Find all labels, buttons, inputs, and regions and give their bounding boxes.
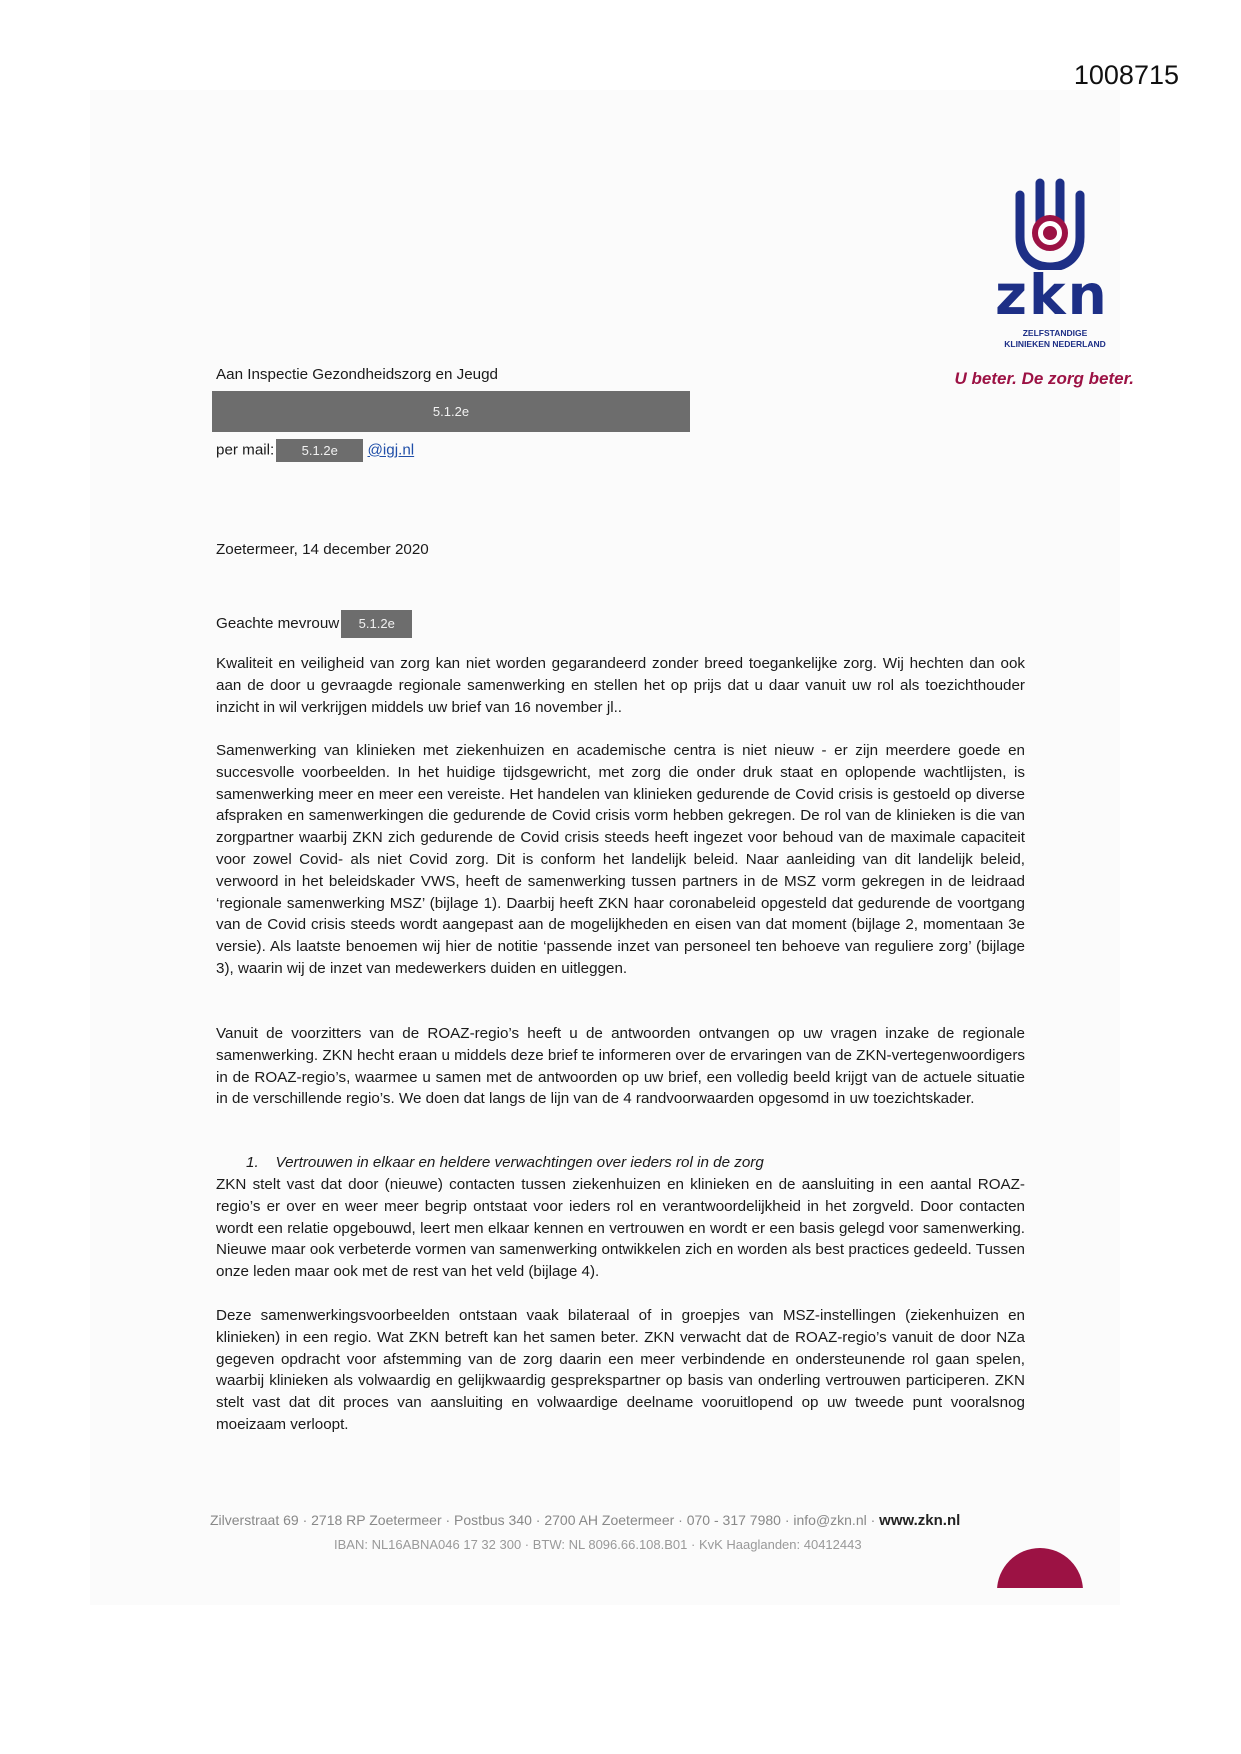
mail-link[interactable]: @igj.nl bbox=[367, 441, 415, 459]
tagline: U beter. De zorg beter. bbox=[954, 369, 1134, 388]
section-1-paragraph-1: ZKN stelt vast dat door (nieuwe) contacten tussen ziekenhuizen en klinieken en de aansluiting in een aantal ROAZ-regio’s er over en weer meer begrip ontstaat voor ieders rol en verantwoordelijkheid in het zorgveld. Door contacten wordt een relatie opgebouwd, leert men elkaar kennen en vertrouwen en wordt er een basis gelegd voor samenwerking. Nieuwe maar ook verbeterde vormen van samenwerking ontwikkelen zich en worden als best practices gedeeld. Tussen onze leden maar ook met de rest van het veld (bijlage 4). bbox=[216, 1176, 1025, 1281]
zkn-hand-icon bbox=[1010, 175, 1090, 270]
paragraph-3: Vanuit de voorzitters van de ROAZ-regio’s heeft u de antwoorden ontvangen op uw vragen inzake de regionale samenwerking. ZKN hecht eraan u middels deze brief te informeren over de ervaringen van de ZKN-vertegenwoordigers in de ROAZ-regio’s, waarmee u samen met de antwoorden op uw brief, een volledig beeld krijgt van de actuele situatie in de verschillende regio’s. We doen dat langs de lijn van de 4 randvoorwaarden opgesomd in uw toezichtskader. bbox=[216, 1025, 1025, 1108]
mail-label: per mail: bbox=[216, 441, 275, 459]
date-line: Zoetermeer, 14 december 2020 bbox=[216, 541, 429, 558]
paragraph-1: Kwaliteit en veiligheid van zorg kan niet worden gegarandeerd zonder breed toegankelijke zorg. Wij hechten dan ook aan de door u gevraagde regionale samenwerking en stellen het op prijs dat u daar vanuit uw rol als toezichthouder inzicht in wil verkrijgen middels uw brief van 16 november jl.. bbox=[216, 655, 1025, 716]
corner-decoration bbox=[997, 1548, 1083, 1588]
logo-subtitle bbox=[985, 328, 1125, 350]
recipient-line: Aan Inspectie Gezondheidszorg en Jeugd bbox=[216, 366, 499, 383]
mail-line bbox=[216, 439, 1025, 462]
zkn-wordmark: zkn bbox=[995, 263, 1109, 327]
logo-subtitle-line2: KLINIEKEN NEDERLAND bbox=[1004, 339, 1106, 350]
redaction-code: 5.1.2e bbox=[432, 404, 470, 419]
footer-address bbox=[210, 1512, 960, 1529]
footer-website-link[interactable]: www.zkn.nl bbox=[879, 1512, 961, 1529]
section-1-paragraph-2: Deze samenwerkingsvoorbeelden ontstaan vaak bilateraal of in groepjes van MSZ-instellingen (ziekenhuizen en klinieken) in een regio. Wat ZKN betreft kan het samen beter. ZKN verwacht dat de ROAZ-regio’s vanuit de door NZa gegeven opdracht voor afstemming van de zorg daarin een meer verbindende en ondersteunende rol gaan spelen, waarbij klinieken als volwaardig en gelijkwaardig gesprekspartner op basis van onderling vertrouwen participeren. ZKN stelt vast dat dit proces van aansluiting en volwaardige deelname vooruitlopend op uw tweede punt vooralsnog moeizaam verloopt. bbox=[216, 1307, 1025, 1433]
salutation-line bbox=[216, 610, 1025, 638]
document-number: 1008715 bbox=[1073, 60, 1179, 90]
logo-subtitle-line1: ZELFSTANDIGE bbox=[1022, 328, 1088, 338]
salutation-redaction: 5.1.2e bbox=[341, 610, 412, 638]
section-1-heading: 1. Vertrouwen in elkaar en heldere verwachtingen over ieders rol in de zorg bbox=[246, 1154, 764, 1171]
paragraph-2: Samenwerking van klinieken met ziekenhuizen en academische centra is niet nieuw - er zijn meerdere goede en succesvolle voorbeelden. In het huidige tijdsgewricht, met zorg die onder druk staat en oplopende wachtlijsten, is samenwerking meer en meer een vereiste. Het handelen van klinieken gedurende de Covid crisis is gestoeld op diverse afspraken en samenwerkingen die gedurende de Covid crisis vorm hebben gekregen. De rol van de klinieken is die van zorgpartner waarbij ZKN zich gedurende de Covid crisis steeds heeft ingezet voor behoud van de maximale capaciteit voor zowel Covid- als niet Covid zorg. Dit is conform het landelijk beleid. Naar aanleiding van dit landelijk beleid, verwoord in het beleidskader VWS, heeft de samenwerking tussen partners in de MSZ vorm gekregen in de leidraad ‘regionale samenwerking MSZ’ (bijlage 1). Daarbij heeft ZKN haar coronabeleid opgesteld dat gedurende de voortgang van de Covid crisis steeds wordt aangepast aan de mogelijkheden en eisen van dat moment (bijlage 2, momentaan 3e versie). Als laatste benoemen wij hier de notitie ‘passende inzet van personeel ten behoeve van reguliere zorg’ (bijlage 3), waarin wij de inzet van medewerkers duiden en uitleggen. bbox=[216, 742, 1025, 977]
footer-bank-details: IBAN: NL16ABNA046 17 32 300 · BTW: NL 8096.66.108.B01 · KvK Haaglanden: 40412443 bbox=[334, 1537, 862, 1552]
redaction-block bbox=[212, 391, 690, 432]
mail-redaction: 5.1.2e bbox=[276, 439, 363, 462]
zkn-logo bbox=[985, 175, 1125, 270]
footer-contact: Zilverstraat 69 · 2718 RP Zoetermeer · Postbus 340 · 2700 AH Zoetermeer · 070 - 317 7980 · info@zkn.nl · bbox=[210, 1512, 880, 1528]
salutation: Geachte mevrouw bbox=[216, 615, 340, 633]
